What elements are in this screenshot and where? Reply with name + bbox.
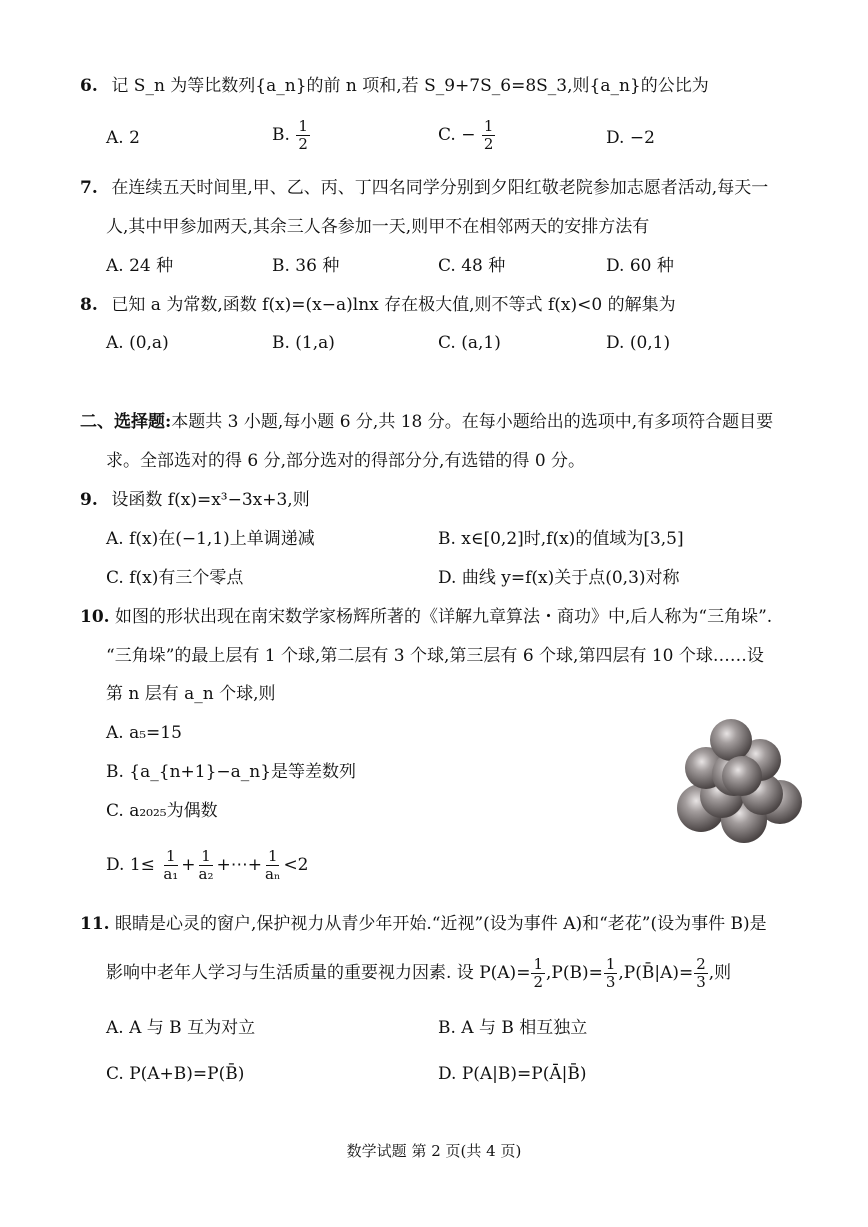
q6-option-d: D. −2: [606, 128, 655, 148]
q10-number: 10.: [80, 607, 110, 627]
q10-option-d-prefix: D. 1≤: [106, 855, 155, 875]
q10-option-a: A. a₅=15: [106, 723, 182, 743]
q6-option-c-fraction: [482, 118, 496, 153]
q10-option-d-frac2: [197, 848, 216, 883]
q11-option-a: A. A 与 B 互为对立: [106, 1018, 256, 1038]
triangular-pile-figure: [676, 716, 806, 846]
q7-stem-line1: [80, 176, 768, 200]
q10-option-d-frac1-numerator: 1: [166, 847, 176, 865]
sphere-icon: [710, 719, 752, 761]
q8-option-c: C. (a,1): [438, 333, 501, 353]
q6-number: 6.: [80, 76, 98, 96]
q6-option-a: A. 2: [106, 128, 140, 148]
q9-option-b: B. x∈[0,2]时,f(x)的值域为[3,5]: [438, 529, 684, 549]
q7-number: 7.: [80, 178, 98, 198]
q11-option-d: D. P(A|B)=P(Ā|B̄): [438, 1064, 587, 1084]
q6-option-c-numerator: 1: [483, 117, 494, 135]
sphere-icon: [722, 756, 762, 796]
q11-stem-line1: [80, 912, 767, 936]
q10-option-d-frac1: [161, 848, 180, 883]
q7-option-c: C. 48 种: [438, 256, 506, 276]
q11-option-b: B. A 与 B 相互独立: [438, 1018, 588, 1038]
q7-text-line1: 在连续五天时间里,甲、乙、丙、丁四名同学分别到夕阳红敬老院参加志愿者活动,每天一: [111, 178, 769, 198]
q11-text-line2-b: ,P(B)=: [545, 963, 603, 983]
q6-option-c: [438, 118, 496, 153]
section2-heading: 二、选择题:: [80, 412, 172, 432]
q11-frac-pa: [531, 956, 545, 991]
q10-option-d: D. 1≤ $\frac{1}{\text{a₁}}$ + $\frac{1}{\text{a₂}}$ +⋯+ $\frac{1}{\text{aₙ}}$ <2: [106, 847, 309, 883]
q10-option-d-fracn-numerator: 1: [267, 847, 278, 865]
q6-option-b-prefix: B.: [272, 125, 290, 145]
q10-option-c: C. a₂₀₂₅为偶数: [106, 801, 218, 821]
q11-frac-pb-denominator: 3: [605, 973, 616, 991]
q8-number: 8.: [80, 295, 98, 315]
page-footer: 数学试题 第 2 页(共 4 页): [346, 1142, 522, 1160]
section2-line1: [80, 410, 773, 434]
q6-option-b-numerator: 1: [298, 117, 308, 135]
q9-stem: [80, 488, 310, 512]
q10-option-d-ellipsis: +⋯+: [216, 855, 262, 875]
q10-option-d-frac1-denominator: a₁: [163, 865, 179, 883]
q6-stem: [80, 74, 709, 98]
q8-option-a: A. (0,a): [106, 333, 169, 353]
q10-option-d-fracn: [263, 848, 282, 883]
q6-option-b-fraction: [296, 118, 310, 153]
q7-stem-line2: 人,其中甲参加两天,其余三人各参加一天,则甲不在相邻两天的安排方法有: [106, 217, 650, 237]
q9-text: 设函数 f(x)=x³−3x+3,则: [111, 490, 310, 510]
q10-stem-line1: [80, 605, 772, 629]
q8-option-d: D. (0,1): [606, 333, 671, 353]
q10-option-b: B. {a_{n+1}−a_n}是等差数列: [106, 762, 357, 782]
q11-stem-line2: [106, 956, 731, 991]
q8-stem: [80, 293, 676, 317]
q11-frac-pa-numerator: 1: [533, 955, 543, 973]
q9-option-d: D. 曲线 y=f(x)关于点(0,3)对称: [438, 568, 680, 588]
section2-text-line1: 本题共 3 小题,每小题 6 分,共 18 分。在每小题给出的选项中,有多项符合题目要: [171, 412, 774, 432]
q10-text-line1: 如图的形状出现在南宋数学家杨辉所著的《详解九章算法・商功》中,后人称为“三角垛”.: [114, 607, 773, 627]
q10-stem-line3: 第 n 层有 a_n 个球,则: [106, 684, 276, 704]
q10-stem-line2: “三角垛”的最上层有 1 个球,第二层有 3 个球,第三层有 6 个球,第四层有 10 个球……设: [106, 646, 764, 666]
q7-option-b: B. 36 种: [272, 256, 340, 276]
q11-number: 11.: [80, 914, 110, 934]
q11-text-line2-c: ,P(B̄|A)=: [618, 963, 694, 983]
q10-option-d-frac2-denominator: a₂: [198, 865, 214, 883]
section2-line2: 求。全部选对的得 6 分,部分选对的得部分分,有选错的得 0 分。: [106, 451, 586, 471]
q10-option-d-fracn-denominator: aₙ: [265, 865, 281, 883]
q11-frac-pcond: [694, 956, 708, 991]
q9-option-a: A. f(x)在(−1,1)上单调递减: [106, 529, 315, 549]
q10-option-d-suffix: <2: [283, 855, 309, 875]
q6-option-b-denominator: 2: [298, 135, 308, 153]
q6-option-b: [272, 118, 311, 153]
sphere-group: [677, 719, 802, 843]
q10-option-d-frac2-numerator: 1: [201, 847, 211, 865]
q11-frac-pb-numerator: 1: [605, 955, 616, 973]
q11-frac-pcond-numerator: 2: [696, 955, 706, 973]
q9-number: 9.: [80, 490, 98, 510]
q11-option-c: C. P(A+B)=P(B̄): [106, 1064, 245, 1084]
q8-option-b: B. (1,a): [272, 333, 335, 353]
q8-text: 已知 a 为常数,函数 f(x)=(x−a)lnx 存在极大值,则不等式 f(x)<0 的解集为: [111, 295, 676, 315]
q7-option-d: D. 60 种: [606, 256, 674, 276]
q6-option-c-prefix: C. −: [438, 125, 476, 145]
q11-text-line2-a: 影响中老年人学习与生活质量的重要视力因素. 设 P(A)=: [106, 963, 531, 983]
q7-option-a: A. 24 种: [106, 256, 174, 276]
q11-frac-pcond-denominator: 3: [696, 973, 706, 991]
q11-frac-pb: [604, 956, 618, 991]
q11-text-line1: 眼睛是心灵的窗户,保护视力从青少年开始.“近视”(设为事件 A)和“老花”(设为事件 B)是: [114, 914, 767, 934]
q11-text-line2-d: ,则: [708, 963, 732, 983]
q9-option-c: C. f(x)有三个零点: [106, 568, 244, 588]
q6-option-c-denominator: 2: [483, 135, 494, 153]
q6-text: 记 S_n 为等比数列{a_n}的前 n 项和,若 S_9+7S_6=8S_3,则{a_n}的公比为: [111, 76, 709, 96]
q11-frac-pa-denominator: 2: [533, 973, 543, 991]
